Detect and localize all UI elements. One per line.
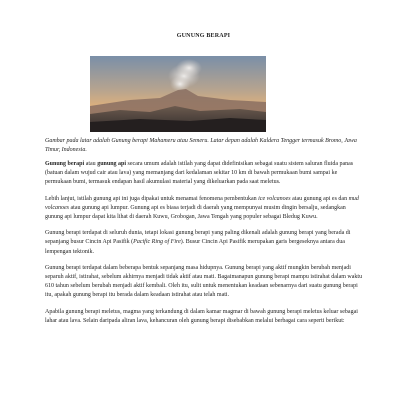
paragraph-ice-mud-volcanoes [45, 195, 365, 223]
term-ice-volcanoes: ice volcanoes [258, 195, 291, 202]
paragraph-volcano-states [45, 264, 365, 301]
paragraph-text: Lebih lanjut, istilah gunung api ini juga dipakai untuk menamai fenomena pembentukan [45, 195, 259, 202]
paragraph-eruption [45, 308, 365, 326]
paragraph-text: Apabila gunung berapi meletus, magma yang terkandung di dalam kamar magmar di bawah gunung berapi meletus keluar sebagai lahar atau lava. Selain daripada aliran lava, kehancuran oleh gunung berapi disebabkan melalui berbagai cara seperti berikut: [45, 308, 358, 324]
term-gunung-api: gunung api [97, 161, 127, 167]
document-title: GUNUNG BERAPI [176, 33, 231, 39]
volcano-landscape-image [90, 56, 266, 132]
term-gunung-berapi: Gunung berapi [45, 161, 85, 167]
article-body [45, 160, 365, 333]
paragraph-text: ). Busur Cincin Api Pasifik merupakan garis bergeseknya antara dua lempengan tektonik. [45, 239, 345, 255]
paragraph-ring-of-fire [45, 229, 365, 257]
term-pacific-ring-of-fire: Pacific Ring of Fire [133, 239, 181, 246]
paragraph-definition [45, 160, 365, 188]
paragraph-text: atau gunung api es dan [290, 195, 349, 202]
paragraph-text: Gunung berapi terdapat di seluruh dunia, tetapi lokasi gunung berapi yang paling dikenali adalah gunung berapi yang berada di sepanjang busur Cincin Api Pasifik ( [45, 230, 351, 246]
paragraph-text: secara umum adalah istilah yang dapat didefinisikan sebagai suatu sistem saluran fluida panas (batuan dalam wujud cair atau lava) yang memanjang dari kedalaman sekitar 10 km di bawah permukaan bumi sampai ke permukaan bumi, termasuk endapan hasil akumulasi material yang dikeluarkan pada saat meletus. [45, 161, 354, 186]
photo-caption: Gambar pada latar adalah Gunung berapi Mahameru atau Semeru. Latar depan adalah Kaldera Tengger termasuk Bromo, Jawa Timur, Indonesia. [45, 138, 357, 153]
term-mud-volcanoes: mud volcanoes [45, 195, 359, 211]
paragraph-text: atau gunung api lumpur. Gunung api es biasa terjadi di daerah yang mempunyai musim dingin bersalju, sedangkan gunung api lumpur dapat kita lihat di daerah Kuwu, Grobogan, Jawa Tengah yang populer sebagai Bledug Kuwu. [45, 204, 346, 221]
paragraph-text: atau [84, 161, 98, 167]
paragraph-text: Gunung berapi terdapat dalam beberapa bentuk sepanjang masa hidupnya. Gunung berapi yang aktif mungkin berubah menjadi separuh aktif, istirahat, sebelum akhirnya menjadi tidak aktif atau mati. Bagaimanapun gunung berapi mampu istirahat dalam waktu 610 tahun sebelum berubah menjadi aktif kembali. Oleh itu, sulit untuk menentukan keadaan sebenarnya dari suatu gunung berapi itu, apakah gunung berapi itu berada dalam keadaan istirahat atau telah mati. [45, 264, 363, 299]
volcano-photo [90, 56, 266, 132]
